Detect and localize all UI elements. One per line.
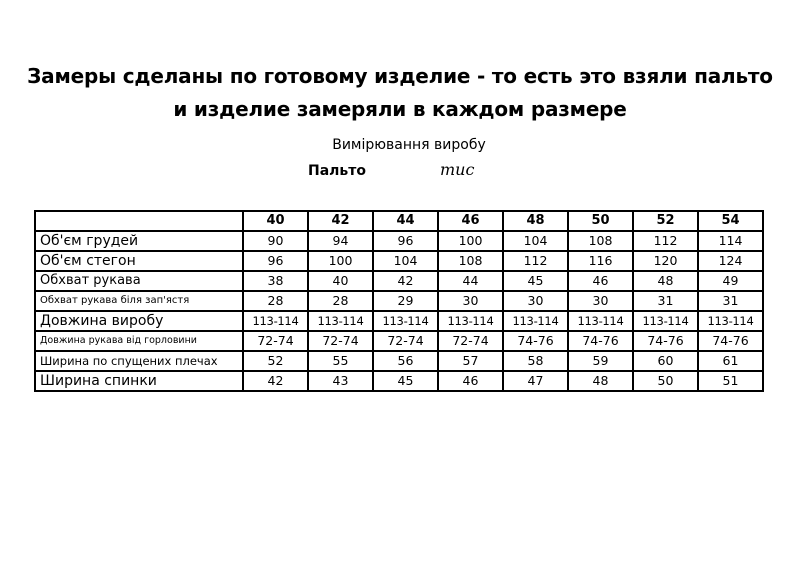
- table-cell: 74-76: [568, 331, 633, 351]
- table-cell: 55: [308, 351, 373, 371]
- table-cell: 58: [503, 351, 568, 371]
- table-cell: 96: [373, 231, 438, 251]
- table-cell: 51: [698, 371, 763, 391]
- table-cell: 113-114: [633, 311, 698, 331]
- table-cell: 28: [243, 291, 308, 311]
- size-header: 52: [633, 211, 698, 231]
- row-label: Ширина спинки: [35, 371, 243, 391]
- row-label: Об'єм стегон: [35, 251, 243, 271]
- table-cell: 120: [633, 251, 698, 271]
- size-header: 40: [243, 211, 308, 231]
- row-label: Об'єм грудей: [35, 231, 243, 251]
- table-cell: 47: [503, 371, 568, 391]
- table-cell: 30: [568, 291, 633, 311]
- table-cell: 113-114: [438, 311, 503, 331]
- table-cell: 113-114: [243, 311, 308, 331]
- table-cell: 112: [503, 251, 568, 271]
- product-name: Пальто: [308, 163, 367, 179]
- table-cell: 59: [568, 351, 633, 371]
- table-cell: 29: [373, 291, 438, 311]
- table-cell: 28: [308, 291, 373, 311]
- table-cell: 50: [633, 371, 698, 391]
- table-cell: 104: [373, 251, 438, 271]
- table-cell: 116: [568, 251, 633, 271]
- table-cell: 57: [438, 351, 503, 371]
- table-cell: 31: [698, 291, 763, 311]
- table-cell: 94: [308, 231, 373, 251]
- table-row: [35, 251, 763, 271]
- table-row: [35, 291, 763, 311]
- table-cell: 48: [568, 371, 633, 391]
- table-cell: 45: [373, 371, 438, 391]
- header-corner-cell: [35, 211, 243, 231]
- table-cell: 108: [568, 231, 633, 251]
- table-cell: 96: [243, 251, 308, 271]
- size-header: 44: [373, 211, 438, 231]
- measurements-subtitle: Вимірювання виробу: [332, 137, 486, 153]
- table-cell: 113-114: [698, 311, 763, 331]
- row-label: Обхват рукава біля зап'ястя: [35, 291, 243, 311]
- table-row: [35, 351, 763, 371]
- table-cell: 30: [438, 291, 503, 311]
- size-header: 42: [308, 211, 373, 231]
- size-header: 50: [568, 211, 633, 231]
- size-header: 48: [503, 211, 568, 231]
- table-cell: 46: [438, 371, 503, 391]
- size-header: 46: [438, 211, 503, 231]
- table-cell: 31: [633, 291, 698, 311]
- table-cell: 100: [438, 231, 503, 251]
- table-cell: 100: [308, 251, 373, 271]
- size-header: 54: [698, 211, 763, 231]
- table-cell: 113-114: [373, 311, 438, 331]
- table-cell: 104: [503, 231, 568, 251]
- table-cell: 113-114: [308, 311, 373, 331]
- table-cell: 74-76: [633, 331, 698, 351]
- table-cell: 108: [438, 251, 503, 271]
- table-cell: 74-76: [698, 331, 763, 351]
- table-cell: 114: [698, 231, 763, 251]
- row-label: Довжина рукава від горловини: [35, 331, 243, 351]
- table-cell: 72-74: [373, 331, 438, 351]
- table-cell: 42: [373, 271, 438, 291]
- table-row: [35, 331, 763, 351]
- row-label: Довжина виробу: [35, 311, 243, 331]
- table-cell: 61: [698, 351, 763, 371]
- table-row: [35, 311, 763, 331]
- table-cell: 113-114: [568, 311, 633, 331]
- table-cell: 124: [698, 251, 763, 271]
- size-chart-table: [34, 210, 764, 392]
- table-cell: 45: [503, 271, 568, 291]
- row-label: Ширина по спущених плечах: [35, 351, 243, 371]
- table-cell: 56: [373, 351, 438, 371]
- table-cell: 30: [503, 291, 568, 311]
- table-cell: 44: [438, 271, 503, 291]
- table-row: [35, 231, 763, 251]
- table-cell: 112: [633, 231, 698, 251]
- table-cell: 48: [633, 271, 698, 291]
- table-cell: 49: [698, 271, 763, 291]
- table-cell: 90: [243, 231, 308, 251]
- table-cell: 43: [308, 371, 373, 391]
- table-cell: 40: [308, 271, 373, 291]
- table-row: [35, 371, 763, 391]
- table-cell: 72-74: [438, 331, 503, 351]
- table-cell: 60: [633, 351, 698, 371]
- page-title-line-2: и изделие замеряли в каждом размере: [173, 97, 627, 121]
- table-cell: 52: [243, 351, 308, 371]
- table-cell: 72-74: [243, 331, 308, 351]
- handwritten-mark: тис: [440, 160, 475, 179]
- table-header-row: [35, 211, 763, 231]
- table-row: [35, 271, 763, 291]
- table-cell: 72-74: [308, 331, 373, 351]
- page-title-line-1: Замеры сделаны по готовому изделие - то есть это взяли пальто: [27, 64, 773, 88]
- table-cell: 46: [568, 271, 633, 291]
- row-label: Обхват рукава: [35, 271, 243, 291]
- table-cell: 38: [243, 271, 308, 291]
- table-cell: 113-114: [503, 311, 568, 331]
- table-cell: 74-76: [503, 331, 568, 351]
- table-cell: 42: [243, 371, 308, 391]
